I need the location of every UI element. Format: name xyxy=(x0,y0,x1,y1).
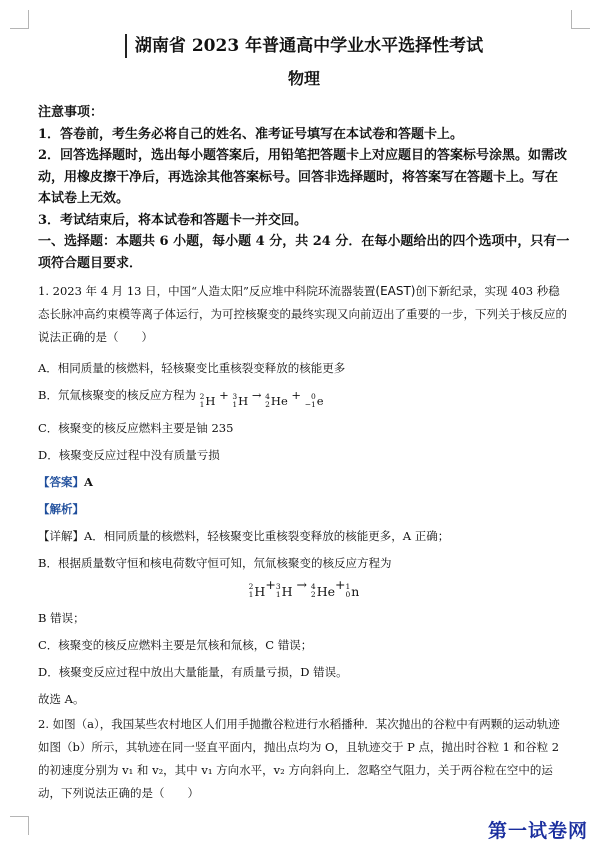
east-label: (EAST) xyxy=(375,284,416,298)
detail-d: D．核聚变反应过程中放出大量能量，有质量亏损，D 错误。 xyxy=(38,665,348,679)
notice-section xyxy=(38,102,570,274)
question-1 xyxy=(38,280,570,349)
detail-a-text: A．相同质量的核燃料，轻核聚变比重核裂变释放的核能更多，A 正确； xyxy=(84,529,450,543)
notice-item-3: 3．考试结束后，将本试卷和答题卡一并交回。 xyxy=(38,212,308,228)
section-heading: 一、选择题：本题共 6 小题，每小题 4 分，共 24 分．在每小题给出的四个选项中，只有一项符合题目要求． xyxy=(38,234,570,271)
detail-b-verdict: B 错误； xyxy=(38,611,85,625)
q1-option-b-equation: 2 1 H + 3 1 H → 4 2 He + 0 −1 e xyxy=(199,388,324,409)
q1-option-d: D．核聚变反应过程中没有质量亏损 xyxy=(38,448,220,462)
conclusion: 故选 A。 xyxy=(38,692,85,706)
analysis-tag xyxy=(38,502,570,517)
q1-option-b-text: B．氘氚核聚变的核反应方程为 xyxy=(38,388,196,402)
detail-a xyxy=(38,529,570,544)
q1-option-a: A．相同质量的核燃料，轻核聚变比重核裂变释放的核能更多 xyxy=(38,361,346,375)
crop-mark-top-left xyxy=(10,10,29,29)
q1-stem-start: 1. 2023 年 4 月 13 日，中国“人造太阳”反应堆中科院环流器装置 xyxy=(38,284,376,298)
question-1-stem xyxy=(38,280,570,349)
notice-heading: 注意事项： xyxy=(38,105,104,120)
detail-tag: 【详解】 xyxy=(38,529,84,543)
question-2 xyxy=(38,713,570,805)
q1-option-b xyxy=(38,388,570,409)
crop-mark-top-right xyxy=(571,10,590,29)
crop-mark-bottom-left xyxy=(10,816,29,835)
answer-line xyxy=(38,475,570,490)
detail-c: C．核聚变的核反应燃料主要是氘核和氚核，C 错误； xyxy=(38,638,313,652)
exam-title: 湖南省 2023 年普通高中学业水平选择性考试 xyxy=(125,34,483,58)
question-2-stem: 2. 如图（a），我国某些农村地区人们用手抛撒谷粒进行水稻播种．某次抛出的谷粒中有两颗的运动轨迹如图（b）所示，其轨迹在同一竖直平面内，抛出点均为 O，且轨迹交于 P 点，抛出时谷粒 1 和谷粒 2 的初速度分别为 v₁ 和 v₂，其中 v₁ 方向水平，v₂ 方向斜向上．忽略空气阻力，关于两谷粒在空中的运动，下列说法正确的是（ ） xyxy=(38,717,560,800)
answer-value: A xyxy=(84,475,93,489)
exam-page xyxy=(38,34,570,805)
detail-b-equation: 2 1 H+ 3 1 H → 4 2 He+ 1 0 n xyxy=(248,577,360,599)
notice-item-1: 1．答卷前，考生务必将自己的姓名、准考证号填写在本试卷和答题卡上。 xyxy=(38,126,464,142)
watermark-logo: 第一试卷网 xyxy=(487,820,588,842)
detail-b: B．根据质量数守恒和核电荷数守恒可知，氘氚核聚变的核反应方程为 xyxy=(38,556,392,570)
q1-stem-end: 创下新纪录，实现 403 秒稳态长脉冲高约束模等离子体运行，为可控核聚变的最终实现又向前迈出了重要的一步，下列关于核反应的说法正确的是（ ） xyxy=(38,284,567,344)
notice-item-2: 2．回答选择题时，选出每小题答案后，用铅笔把答题卡上对应题目的答案标号涂黑。如需改动，用橡皮擦干净后，再选涂其他答案标号。回答非选择题时，将答案写在答题卡上。写在本试卷上无效。 xyxy=(38,148,568,206)
answer-tag: 【答案】 xyxy=(38,475,84,489)
title-wrap xyxy=(98,34,510,58)
subject-heading: 物理 xyxy=(287,69,320,88)
q1-option-c: C．核聚变的核反应燃料主要是铀 235 xyxy=(38,421,234,435)
analysis-label: 【解析】 xyxy=(38,502,84,516)
